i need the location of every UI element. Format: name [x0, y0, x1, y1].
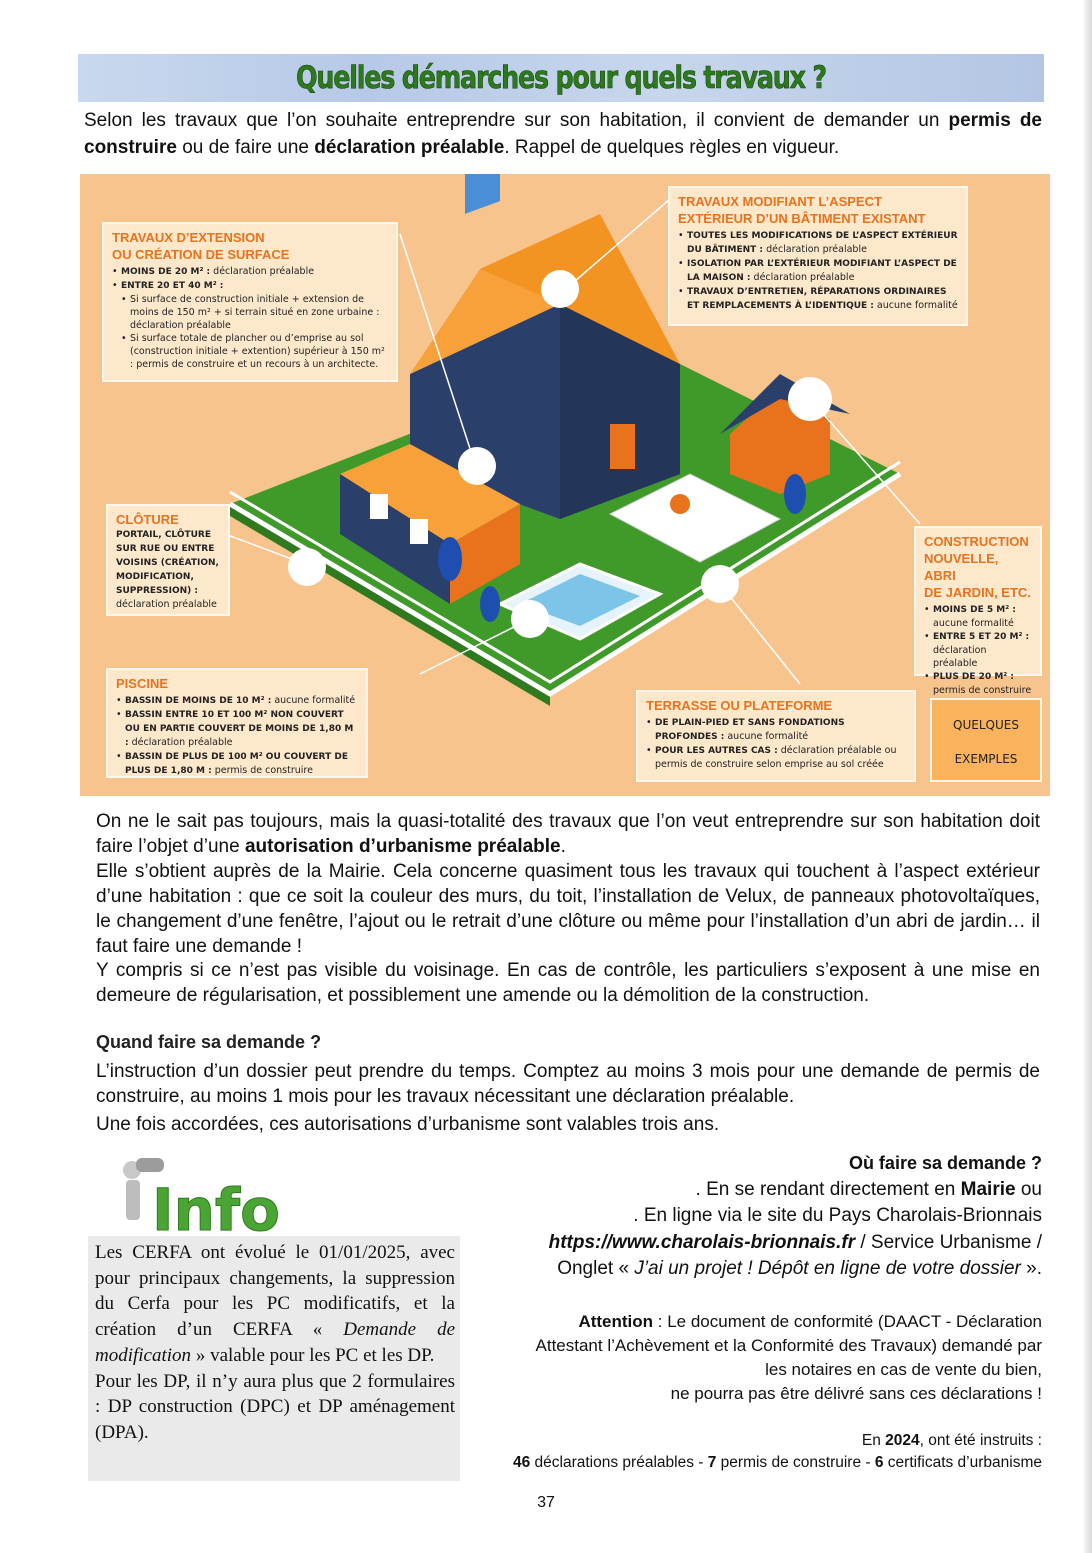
extension-item-1 [112, 265, 388, 279]
info-p1-italic: Demande de modification [95, 1319, 455, 1366]
aspect-item-1-text: déclaration préalable [763, 244, 867, 255]
construction-item-3-text: permis de construire [933, 685, 1032, 696]
where-line-1 [442, 1177, 1042, 1204]
info-p1-b: » valable pour les PC et les DP. [191, 1344, 435, 1366]
house-infographic [80, 174, 1050, 796]
piscine-item-2 [116, 708, 358, 750]
aspect-box [668, 186, 968, 326]
extension-title-2: OU CRÉATION DE SURFACE [112, 247, 290, 262]
terrasse-item-2-bold: POUR LES AUTRES CAS : [655, 746, 778, 756]
terrasse-item-1-bold: DE PLAIN-PIED ET SANS FONDATIONS PROFONDES : [655, 718, 845, 742]
construction-box [914, 526, 1042, 696]
info-p1-a: Les CERFA ont évolué le 01/01/2025, avec pour principaux changements, la suppression du Cerfa pour les PC modificatifs, et la création d’un CERFA « [95, 1242, 455, 1341]
construction-title-2: NOUVELLE, ABRI [924, 551, 999, 583]
when-heading: Quand faire sa demande ? [96, 1032, 322, 1052]
aspect-item-3-bold: TRAVAUX D’ENTRETIEN, RÉPARATIONS ORDINAIRES ET REMPLACEMENTS À L’IDENTIQUE : [687, 287, 947, 311]
construction-item-1 [924, 603, 1032, 630]
extension-title-1: TRAVAUX D’EXTENSION [112, 230, 265, 245]
aspect-title-2: EXTÉRIEUR D’UN BÂTIMENT EXISTANT [678, 211, 926, 226]
where-line-2: . En ligne via le site du Pays Charolais-Brionnais [633, 1205, 1042, 1226]
construction-item-2 [924, 630, 1032, 670]
construction-title-3: DE JARDIN, ETC. [924, 585, 1031, 600]
examples-box [930, 698, 1042, 782]
piscine-item-3-bold: BASSIN DE PLUS DE 100 M² OU COUVERT DE PLUS DE 1,80 M : [125, 752, 348, 776]
extension-item-1-bold: MOINS DE 20 M² : [121, 267, 211, 277]
aspect-item-3-text: aucune formalité [873, 300, 958, 311]
piscine-box [106, 668, 368, 778]
attention-t1: : Le document de conformité (DAACT - Déclaration [653, 1312, 1042, 1331]
stats-l1-b: , ont été instruits : [919, 1432, 1042, 1449]
attention-label: Attention [578, 1312, 654, 1331]
where-l3-text: / Service Urbanisme / [855, 1231, 1042, 1253]
stats-n1: 46 [512, 1454, 531, 1471]
where-l4-end: ». [1020, 1258, 1042, 1279]
terrasse-item-2-text: déclaration préalable ou permis de construire selon emprise au sol créée [655, 745, 897, 770]
piscine-item-1-bold: BASSIN DE MOINS DE 10 M² : [125, 696, 272, 706]
piscine-item-2-text: déclaration préalable [128, 737, 233, 748]
where-heading: Où faire sa demande ? [848, 1153, 1042, 1173]
body-paragraph-1 [96, 809, 1040, 859]
cloture-bold: PORTAIL, CLÔTURE SUR RUE OU ENTRE VOISINS (CRÉATION, MODIFICATION, SUPPRESSION) : [116, 530, 219, 596]
extension-item-1-text: déclaration préalable [210, 266, 315, 277]
cloture-title: CLÔTURE [116, 512, 179, 527]
stats-n2: 7 [707, 1454, 717, 1471]
title-banner [78, 54, 1044, 102]
where-line-4 [442, 1256, 1042, 1283]
extension-sub-1: • Si surface de construction initiale + extension de moins de 150 m² + si terrain situé en zone urbaine : déclaration préalable [112, 293, 388, 332]
info-logo [96, 1156, 296, 1236]
attention-section [536, 1310, 1042, 1406]
page-number: 37 [537, 1494, 555, 1511]
info-logo-text: Info [152, 1176, 280, 1236]
stats-s1: déclarations préalables - [530, 1454, 708, 1471]
cloture-box [106, 504, 230, 616]
construction-item-2-bold: ENTRE 5 ET 20 M² : [933, 632, 1030, 642]
aspect-item-2 [678, 257, 958, 285]
extension-box [102, 222, 398, 382]
attention-line-2: Attestant l’Achèvement et la Conformité des Travaux) demandé par [535, 1336, 1042, 1355]
where-l4-a: Onglet « [557, 1258, 635, 1279]
examples-line-1: QUELQUES [953, 718, 1019, 732]
aspect-title-1: TRAVAUX MODIFIANT L’ASPECT [678, 194, 882, 209]
piscine-item-3-text: permis de construire [211, 765, 313, 776]
attention-line-1 [536, 1310, 1042, 1334]
where-mairie: Mairie [960, 1178, 1016, 1200]
attention-line-4: ne pourra pas être délivré sans ces déclarations ! [670, 1384, 1042, 1403]
page-edge [1084, 0, 1092, 1553]
aspect-item-1-bold: TOUTES LES MODIFICATIONS DE L’ASPECT EXTÉRIEUR DU BÂTIMENT : [687, 231, 958, 255]
piscine-item-1-text: aucune formalité [271, 695, 356, 706]
stats-n3: 6 [874, 1454, 884, 1471]
intro-bold-2: déclaration préalable [314, 137, 505, 158]
stats-s3: certificats d’urbanisme [883, 1454, 1042, 1471]
intro-text-2: ou de faire une [176, 137, 315, 158]
cloture-normal: déclaration préalable [116, 599, 217, 610]
piscine-item-3 [116, 750, 358, 778]
where-l1-text: . En se rendant directement en [695, 1178, 961, 1200]
construction-title-1: CONSTRUCTION [924, 534, 1029, 549]
piscine-title: PISCINE [116, 676, 169, 691]
stats-year: 2024 [885, 1432, 920, 1449]
construction-item-2-text: déclaration préalable [933, 645, 987, 669]
extension-item-2-bold: ENTRE 20 ET 40 M² : [121, 281, 224, 291]
intro-text-3: . Rappel de quelques règles en vigueur. [504, 137, 840, 158]
cloture-text [116, 528, 220, 611]
body-paragraph-3: Y compris si ce n’est pas visible du voisinage. En cas de contrôle, les particuliers s’exposent à une mise en demeure de régularisation, et possiblement une amende ou la démolition de la construction. [96, 960, 1040, 1006]
stats-line-1 [513, 1430, 1042, 1452]
aspect-item-2-text: déclaration préalable [750, 272, 855, 283]
where-line-3 [442, 1230, 1042, 1257]
construction-item-1-bold: MOINS DE 5 M² : [933, 605, 1016, 615]
aspect-item-1 [678, 229, 958, 257]
terrasse-item-1-text: aucune formalité [724, 731, 809, 742]
where-l1-end: ou [1015, 1178, 1042, 1200]
intro-bold-1: permis de construire [84, 110, 1042, 158]
attention-line-3: les notaires en cas de vente du bien, [765, 1360, 1042, 1379]
where-l4-italic: J’ai un projet ! Dépôt en ligne de votre dossier [634, 1258, 1021, 1279]
extension-sub-2: • Si surface totale de plancher ou d’emprise au sol (construction initiale + extention) supérieur à 150 m² : permis de construire et un recours à un architecte. [112, 332, 388, 371]
terrasse-title: TERRASSE OU PLATEFORME [646, 698, 833, 713]
body-p1-bold: autorisation d’urbanisme préalable [244, 836, 561, 857]
construction-item-3 [924, 670, 1032, 697]
terrasse-item-2 [646, 744, 906, 771]
info-text [95, 1240, 455, 1446]
info-paragraph-2: Pour les DP, il n’y aura plus que 2 formulaires : DP construction (DPC) et DP aménagement (DPA). [95, 1370, 455, 1443]
aspect-item-3 [678, 285, 958, 313]
examples-line-2: EXEMPLES [954, 752, 1018, 766]
when-paragraph-2: Une fois accordées, ces autorisations d’urbanisme sont valables trois ans. [96, 1114, 720, 1135]
terrasse-item-1 [646, 716, 906, 744]
body-paragraph-2: Elle s’obtient auprès de la Mairie. Cela concerne quasiment tous les travaux qui touchent à l’aspect extérieur d’une habitation : que ce soit la couleur des murs, du toit, l’installation de Velux, de panneaux photovoltaïques, le changement d’une fenêtre, l’ajout ou le retrait d’une clôture ou même pour l’installation d’un abri de jardin… il faut faire une demande ! [96, 861, 1040, 957]
where-section [442, 1150, 1042, 1283]
info-paragraph-1 [95, 1240, 455, 1369]
where-url-link[interactable]: https://www.charolais-brionnais.fr [548, 1231, 856, 1253]
stats-s2: permis de construire - [716, 1454, 875, 1471]
piscine-item-2-bold: BASSIN ENTRE 10 ET 100 M² NON COUVERT OU EN PARTIE COUVERT DE MOINS DE 1,80 M : [125, 710, 354, 748]
construction-item-3-bold: PLUS DE 20 M² : [933, 672, 1014, 682]
stats-l1-a: En [861, 1432, 886, 1449]
intro-paragraph [84, 107, 1042, 161]
extension-item-2 [112, 279, 388, 293]
body-p1-text: On ne le sait pas toujours, mais la quasi-totalité des travaux que l’on veut entreprendre sur son habitation doit faire l’objet d’une [96, 811, 1040, 857]
stats-line-2 [513, 1452, 1042, 1474]
construction-item-1-text: aucune formalité [933, 618, 1014, 629]
page-title: Quelles démarches pour quels travaux ? [296, 60, 826, 96]
terrasse-box [636, 690, 916, 782]
intro-text-1: Selon les travaux que l’on souhaite entreprendre sur son habitation, il convient de demander un [84, 110, 949, 131]
when-paragraph-1: L’instruction d’un dossier peut prendre du temps. Comptez au moins 3 mois pour une demande de permis de construire, au moins 1 mois pour les travaux nécessitant une déclaration préalable. [96, 1061, 1040, 1107]
piscine-item-1 [116, 694, 358, 708]
body-p1-end: . [560, 836, 566, 857]
stats-section [513, 1430, 1042, 1474]
aspect-item-2-bold: ISOLATION PAR L’EXTÉRIEUR MODIFIANT L’ASPECT DE LA MAISON : [687, 259, 957, 283]
